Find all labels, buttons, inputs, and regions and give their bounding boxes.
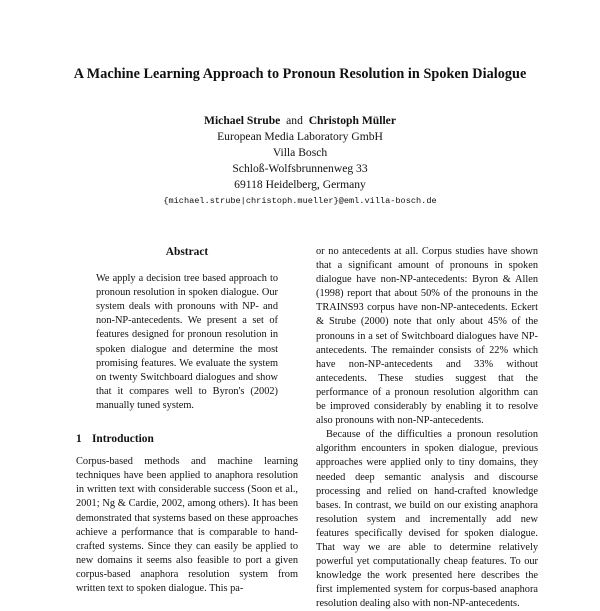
section-title: Introduction: [92, 433, 154, 446]
affiliation: European Media Laboratory GmbH: [217, 130, 383, 143]
author-1: Michael Strube: [204, 114, 281, 127]
section-number: 1: [76, 433, 82, 446]
abstract-text: We apply a decision tree based approach to pronoun resolution in spoken dialogue. Our system deals with pronouns with NP- and non-NP-antecedents. We present a set of features designed for pronoun resolution in spoken dialogue and determine the most promising features. We evaluate the system on twenty Switchboard dialogues and show that it compares well to Byron's (2002) manually tuned system.: [96, 273, 278, 411]
author-names: [0, 113, 600, 129]
intro-paragraph-2: Because of the difficulties a pronoun resolution algorithm encounters in spoken dialogue, previous approaches were applied only to tiny domains, they needed deep semantic analysis and discourse processing and relied on hand-crafted knowledge bases. In contrast, we build on our existing anaphora resolution system and incrementally add new features specifically devised for spoken dialogue. That way we are able to determine relatively powerful yet computationally cheap features. To our knowledge the work presented here describes the first implemented system for corpus-based anaphora resolution dealing also with non-NP-antecedents.: [316, 429, 538, 610]
section-heading-introduction: [76, 432, 298, 446]
abstract-heading: Abstract: [165, 246, 209, 258]
author-conjunction: and: [286, 114, 303, 127]
address-city: 69118 Heidelberg, Germany: [234, 178, 366, 191]
intro-paragraph-1: Corpus-based methods and machine learning techniques have been applied to anaphora resolution in written text with considerable success (Soon et al., 2001; Ng & Cardie, 2002, among others). It has been demonstrated that systems based on these approaches achieve a performance that is comparable to hand-crafted systems. Since they can easily be applied to new domains it seems also feasible to port a given corpus-based anaphora resolution system from written text to spoken dialogue. This pa-: [76, 456, 298, 594]
author-email: {michael.strube|christoph.mueller}@eml.villa-bosch.de: [163, 196, 437, 206]
address-building: Villa Bosch: [272, 146, 328, 159]
left-column: [76, 245, 298, 596]
address-street: Schloß-Wolfsbrunnenweg 33: [232, 162, 368, 175]
paper-title: A Machine Learning Approach to Pronoun Resolution in Spoken Dialogue: [73, 66, 527, 82]
right-column: [316, 245, 538, 611]
intro-paragraph-1-continued: or no antecedents at all. Corpus studies have shown that a significant amount of pronouns in spoken dialogue have non-NP-antecedents: Byron & Allen (1998) report that about 50% of the pronouns in the TRAINS93 corpus have non-NP-antecedents. Eckert & Strube (2000) note that only about 45% of the pronouns in a set of Switchboard dialogues have NP-antecedents. The remainder consists of 22% which have non-NP-antecedents and 33% without antecedents. These studies suggest that the performance of a pronoun resolution algorithm can be improved considerably by enabling it to resolve also pronouns with non-NP-antecedents.: [316, 246, 538, 427]
author-block: [0, 113, 600, 209]
author-2: Christoph Müller: [308, 114, 396, 127]
abstract-body: [96, 272, 278, 413]
